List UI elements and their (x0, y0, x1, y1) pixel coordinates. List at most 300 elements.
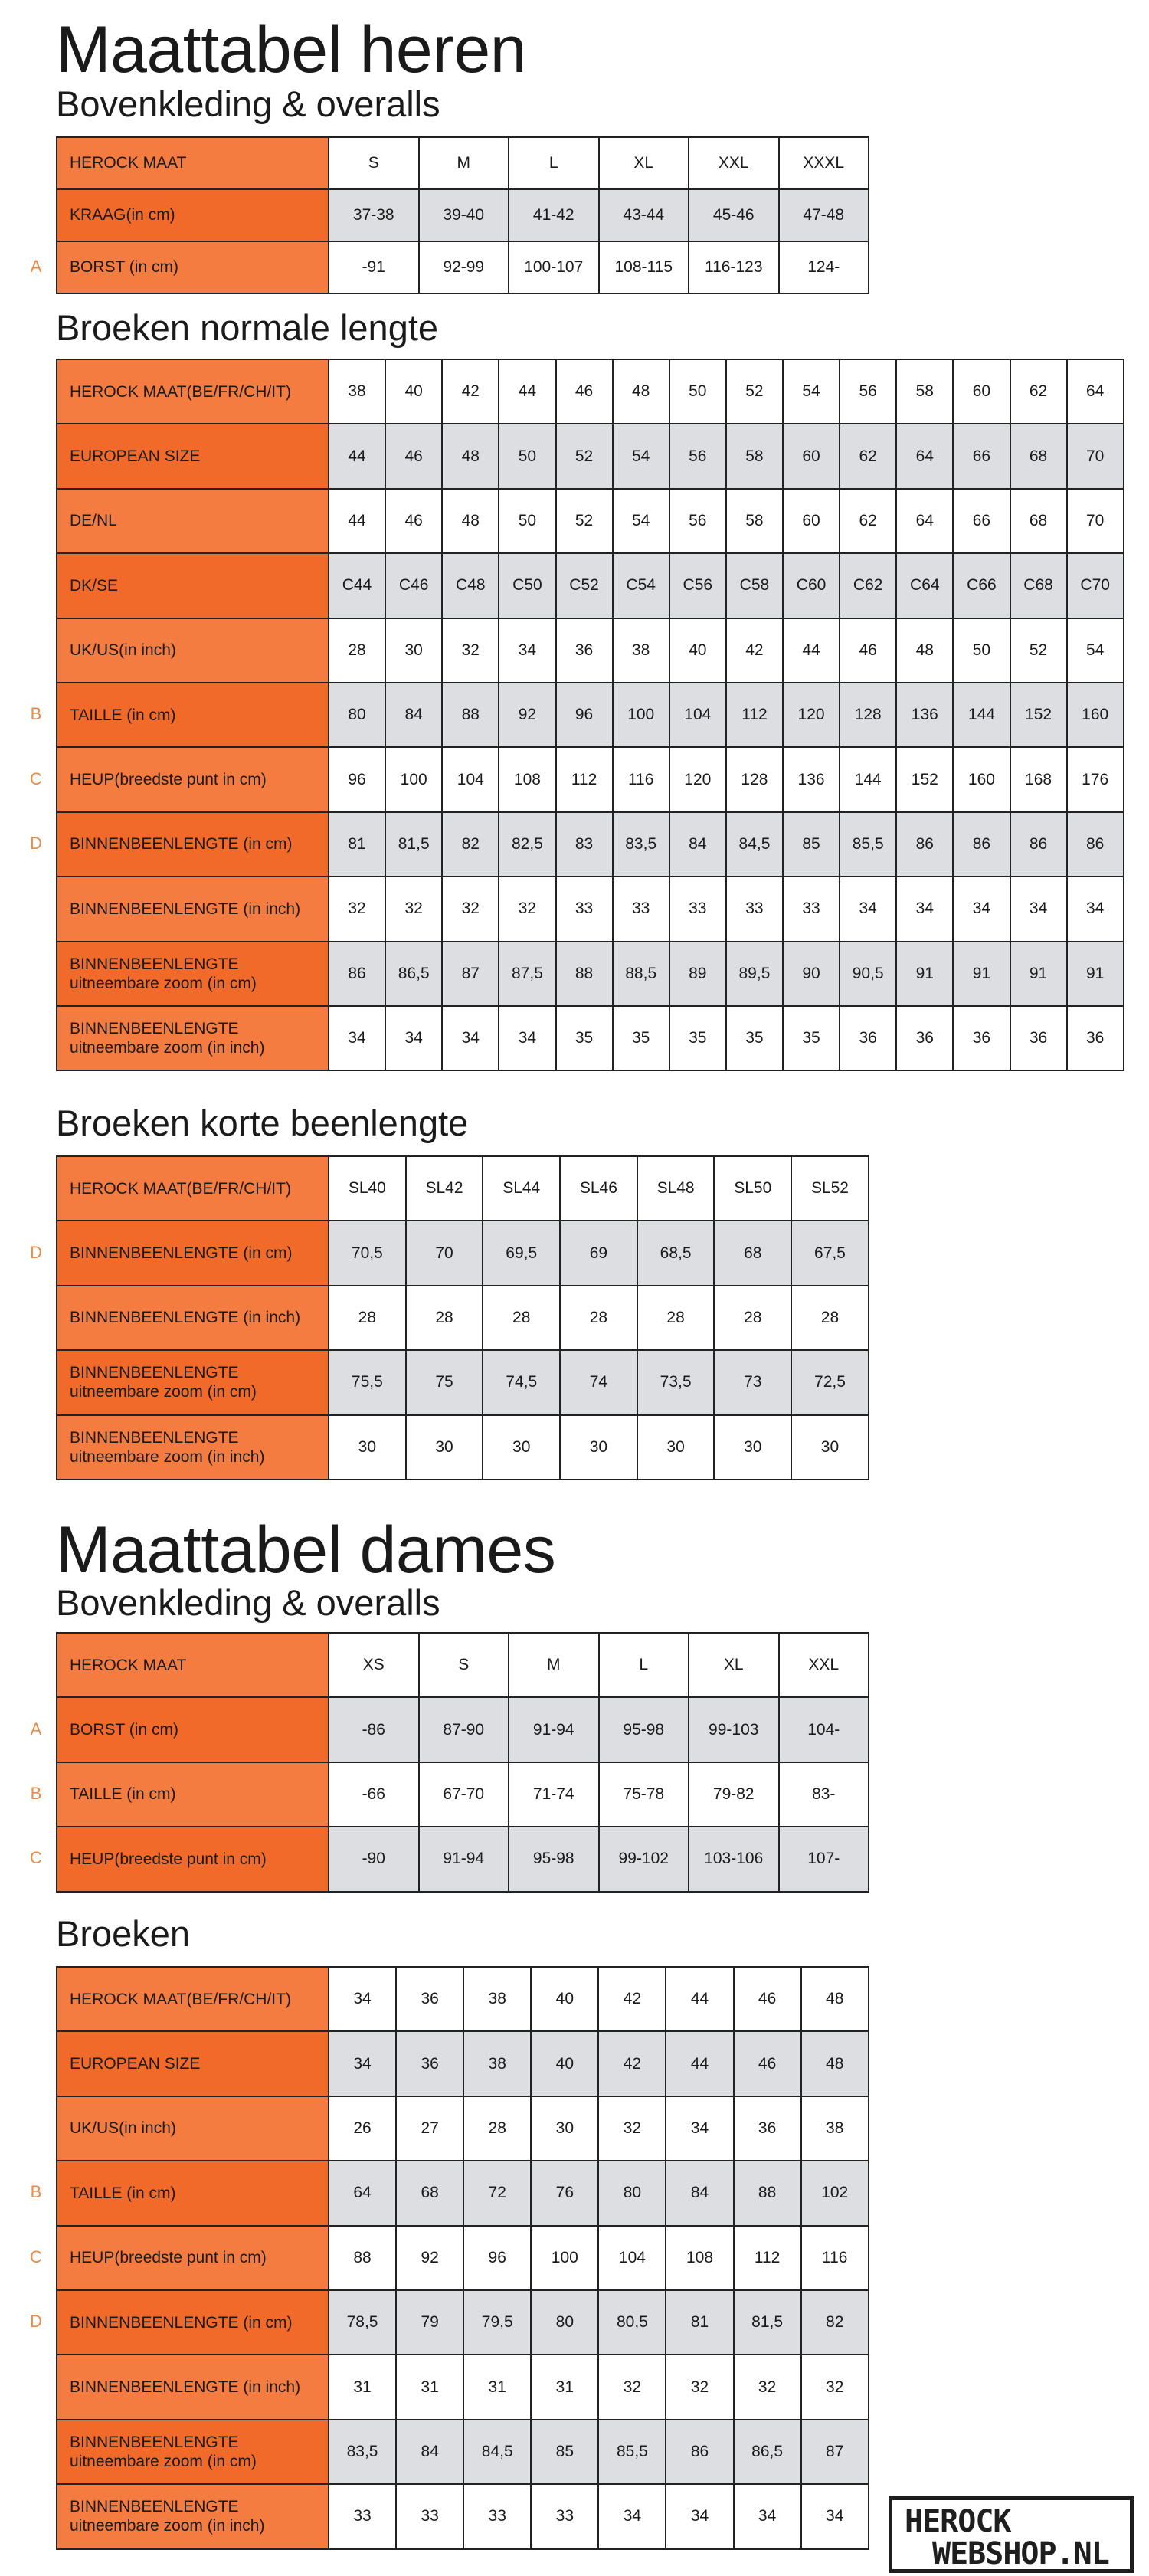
size-cell: 36 (556, 618, 613, 683)
size-cell: 35 (669, 1006, 726, 1070)
row-marker: B (30, 704, 42, 724)
size-cell: 28 (463, 2096, 531, 2161)
size-cell: 30 (791, 1415, 869, 1480)
row-label: BORST (in cm) (57, 241, 329, 293)
size-cell: C50 (499, 553, 555, 618)
size-cell: 54 (783, 359, 840, 424)
size-cell: 83 (556, 812, 613, 877)
section-title-men-trousers: Broeken normale lengte (56, 307, 439, 348)
table-row (57, 683, 1124, 747)
size-cell: 152 (896, 747, 953, 811)
size-cell: 81,5 (385, 812, 442, 877)
row-label: BINNENBEENLENGTE (in cm) (57, 812, 329, 877)
size-cell: 30 (714, 1415, 791, 1480)
size-cell: 83,5 (613, 812, 669, 877)
size-cell: 120 (783, 683, 840, 747)
size-cell: 79-82 (689, 1762, 779, 1827)
row-label: HEROCK MAAT (57, 137, 329, 189)
size-cell: 152 (1010, 683, 1067, 747)
row-label: BINNENBEENLENGTE uitneembare zoom (in inch) (57, 1415, 329, 1480)
section-title-women-trousers: Broeken (56, 1913, 191, 1954)
size-cell: C62 (840, 553, 896, 618)
size-cell: 33 (669, 877, 726, 941)
row-label: BINNENBEENLENGTE (in inch) (57, 1286, 329, 1350)
size-cell: 28 (329, 618, 385, 683)
size-cell: C70 (1067, 553, 1124, 618)
row-label: TAILLE (in cm) (57, 683, 329, 747)
size-cell: 30 (385, 618, 442, 683)
size-cell: 36 (840, 1006, 896, 1070)
size-cell: L (599, 1633, 689, 1697)
size-cell: C68 (1010, 553, 1067, 618)
table-row (57, 942, 1124, 1006)
row-label: BINNENBEENLENGTE uitneembare zoom (in inch) (57, 1006, 329, 1070)
size-cell: 100-107 (509, 241, 599, 293)
size-cell: C46 (385, 553, 442, 618)
size-cell: 58 (726, 489, 783, 553)
table-row (57, 618, 1124, 683)
size-table-men-trousers (56, 359, 1124, 1071)
size-table-women-trousers (56, 1966, 869, 2550)
size-cell: 34 (734, 2484, 801, 2548)
table-row (57, 189, 869, 241)
size-cell: 96 (556, 683, 613, 747)
size-cell: 44 (666, 1967, 733, 2031)
size-cell: 38 (613, 618, 669, 683)
section-title-men-short-trousers: Broeken korte beenlengte (56, 1103, 469, 1143)
size-cell: 85 (783, 812, 840, 877)
size-cell: 136 (896, 683, 953, 747)
size-cell: 34 (953, 877, 1010, 941)
table-row (57, 1697, 869, 1762)
row-marker: C (30, 1848, 42, 1868)
size-cell: 104 (598, 2226, 666, 2290)
size-cell: SL50 (714, 1156, 791, 1221)
size-cell: 62 (840, 489, 896, 553)
size-cell: 112 (556, 747, 613, 811)
size-cell: 100 (531, 2226, 598, 2290)
table-row (57, 877, 1124, 941)
table-row (57, 2355, 869, 2419)
size-cell: SL46 (560, 1156, 637, 1221)
size-cell: 104- (779, 1697, 869, 1762)
table-row (57, 1762, 869, 1827)
size-cell: 116-123 (689, 241, 779, 293)
row-label: EUROPEAN SIZE (57, 424, 329, 488)
size-cell: 96 (463, 2226, 531, 2290)
row-label: EUROPEAN SIZE (57, 2031, 329, 2096)
size-cell: -86 (329, 1697, 419, 1762)
size-cell: 36 (396, 2031, 463, 2096)
table-row (57, 241, 869, 293)
row-label: TAILLE (in cm) (57, 1762, 329, 1827)
size-cell: S (419, 1633, 509, 1697)
size-cell: -90 (329, 1827, 419, 1891)
size-cell: 81,5 (734, 2290, 801, 2355)
size-cell: 75-78 (599, 1762, 689, 1827)
size-cell: 84 (385, 683, 442, 747)
size-cell: 52 (556, 489, 613, 553)
size-cell: 42 (598, 2031, 666, 2096)
size-cell: C44 (329, 553, 385, 618)
size-cell: 100 (385, 747, 442, 811)
size-cell: -91 (329, 241, 419, 293)
size-cell: 87,5 (499, 942, 555, 1006)
size-cell: 116 (613, 747, 669, 811)
size-cell: 66 (953, 424, 1010, 488)
size-cell: 48 (442, 489, 499, 553)
size-cell: 31 (396, 2355, 463, 2419)
size-cell: 85,5 (598, 2420, 666, 2484)
size-cell: 144 (953, 683, 1010, 747)
size-cell: 67,5 (791, 1221, 869, 1285)
size-cell: 69,5 (483, 1221, 560, 1285)
size-cell: 32 (598, 2355, 666, 2419)
size-cell: 46 (385, 424, 442, 488)
table-row (57, 2226, 869, 2290)
page-title-men: Maattabel heren (56, 13, 527, 87)
size-cell: 28 (329, 1286, 406, 1350)
size-cell: SL42 (406, 1156, 483, 1221)
size-cell: 75 (406, 1350, 483, 1414)
size-cell: 28 (637, 1286, 715, 1350)
size-cell: 102 (801, 2161, 869, 2225)
size-cell: 33 (463, 2484, 531, 2548)
size-cell: 48 (801, 2031, 869, 2096)
size-cell: 74,5 (483, 1350, 560, 1414)
size-cell: 82,5 (499, 812, 555, 877)
size-cell: 80 (329, 683, 385, 747)
size-cell: C48 (442, 553, 499, 618)
size-cell: 36 (734, 2096, 801, 2161)
size-cell: 108 (666, 2226, 733, 2290)
size-cell: 100 (613, 683, 669, 747)
row-label: HEROCK MAAT (57, 1633, 329, 1697)
size-cell: 32 (329, 877, 385, 941)
row-label: HEUP(breedste punt in cm) (57, 747, 329, 811)
size-cell: 45-46 (689, 189, 779, 241)
size-cell: 34 (896, 877, 953, 941)
size-cell: 160 (953, 747, 1010, 811)
table-row (57, 1221, 869, 1285)
size-cell: 72 (463, 2161, 531, 2225)
table-row (57, 1415, 869, 1480)
row-label: BINNENBEENLENGTE (in inch) (57, 2355, 329, 2419)
size-cell: 34 (666, 2096, 733, 2161)
table-row (57, 1967, 869, 2031)
size-cell: 95-98 (599, 1697, 689, 1762)
size-cell: 128 (840, 683, 896, 747)
size-cell: C58 (726, 553, 783, 618)
size-cell: 76 (531, 2161, 598, 2225)
size-cell: 33 (396, 2484, 463, 2548)
size-cell: 83,5 (329, 2420, 396, 2484)
size-cell: 28 (483, 1286, 560, 1350)
size-cell: 48 (613, 359, 669, 424)
table-row (57, 2290, 869, 2355)
table-row (57, 2420, 869, 2484)
size-cell: 28 (560, 1286, 637, 1350)
table-row (57, 2161, 869, 2225)
section-title-women-tops: Bovenkleding & overalls (56, 1582, 440, 1623)
size-cell: 30 (637, 1415, 715, 1480)
size-cell: 84 (396, 2420, 463, 2484)
size-cell: 120 (669, 747, 726, 811)
size-cell: 67-70 (419, 1762, 509, 1827)
table-row (57, 489, 1124, 553)
size-cell: 36 (396, 1967, 463, 2031)
size-cell: 43-44 (599, 189, 689, 241)
size-cell: 64 (896, 424, 953, 488)
size-table-men-tops (56, 136, 869, 294)
size-cell: 40 (669, 618, 726, 683)
size-cell: -66 (329, 1762, 419, 1827)
size-cell: XXL (689, 137, 779, 189)
size-cell: 62 (1010, 359, 1067, 424)
size-cell: 60 (783, 489, 840, 553)
size-cell: 107- (779, 1827, 869, 1891)
size-cell: 34 (598, 2484, 666, 2548)
size-cell: 136 (783, 747, 840, 811)
row-label: DE/NL (57, 489, 329, 553)
row-label: BINNENBEENLENGTE uitneembare zoom (in cm) (57, 942, 329, 1006)
size-cell: 50 (499, 424, 555, 488)
size-cell: 90 (783, 942, 840, 1006)
size-cell: XL (599, 137, 689, 189)
size-cell: 78,5 (329, 2290, 396, 2355)
row-label: HEUP(breedste punt in cm) (57, 2226, 329, 2290)
size-cell: 34 (385, 1006, 442, 1070)
size-cell: 64 (1067, 359, 1124, 424)
size-cell: XXL (779, 1633, 869, 1697)
size-cell: C66 (953, 553, 1010, 618)
size-cell: 36 (1010, 1006, 1067, 1070)
row-label: TAILLE (in cm) (57, 2161, 329, 2225)
size-cell: 87 (801, 2420, 869, 2484)
size-cell: 34 (329, 2031, 396, 2096)
size-cell: 80 (531, 2290, 598, 2355)
size-cell: 82 (442, 812, 499, 877)
size-cell: 86 (953, 812, 1010, 877)
size-cell: 31 (329, 2355, 396, 2419)
row-label: BINNENBEENLENGTE uitneembare zoom (in cm) (57, 2420, 329, 2484)
size-cell: 70,5 (329, 1221, 406, 1285)
size-cell: 84 (669, 812, 726, 877)
size-cell: 36 (1067, 1006, 1124, 1070)
size-cell: 68 (1010, 489, 1067, 553)
table-row (57, 812, 1124, 877)
size-cell: 44 (666, 2031, 733, 2096)
size-cell: 84 (666, 2161, 733, 2225)
size-cell: 56 (669, 424, 726, 488)
size-cell: 92-99 (419, 241, 509, 293)
size-cell: 34 (499, 618, 555, 683)
size-cell: 34 (666, 2484, 733, 2548)
row-label: UK/US(in inch) (57, 618, 329, 683)
size-cell: 38 (463, 1967, 531, 2031)
size-cell: 30 (531, 2096, 598, 2161)
logo-line2: WEBSHOP.NL (932, 2536, 1109, 2571)
size-cell: 56 (669, 489, 726, 553)
size-cell: 89 (669, 942, 726, 1006)
section-title-men-tops: Bovenkleding & overalls (56, 84, 440, 124)
size-cell: 74 (560, 1350, 637, 1414)
row-label: UK/US(in inch) (57, 2096, 329, 2161)
size-cell: 62 (840, 424, 896, 488)
size-cell: 46 (556, 359, 613, 424)
size-cell: 70 (1067, 424, 1124, 488)
size-cell: 86 (1010, 812, 1067, 877)
row-marker: A (30, 1719, 42, 1739)
size-cell: SL44 (483, 1156, 560, 1221)
size-cell: 66 (953, 489, 1010, 553)
size-cell: 88 (556, 942, 613, 1006)
size-cell: 79,5 (463, 2290, 531, 2355)
size-cell: 34 (442, 1006, 499, 1070)
size-cell: 32 (385, 877, 442, 941)
row-label: HEROCK MAAT(BE/FR/CH/IT) (57, 1967, 329, 2031)
size-cell: 48 (896, 618, 953, 683)
size-cell: 33 (531, 2484, 598, 2548)
size-cell: 54 (1067, 618, 1124, 683)
size-cell: 42 (726, 618, 783, 683)
size-cell: 99-103 (689, 1697, 779, 1762)
row-label: HEUP(breedste punt in cm) (57, 1827, 329, 1891)
size-cell: 86,5 (734, 2420, 801, 2484)
size-cell: 88 (734, 2161, 801, 2225)
size-cell: SL48 (637, 1156, 715, 1221)
table-row (57, 359, 1124, 424)
size-cell: 56 (840, 359, 896, 424)
table-row (57, 1286, 869, 1350)
size-cell: 108 (499, 747, 555, 811)
table-row (57, 2096, 869, 2161)
size-cell: 91 (1067, 942, 1124, 1006)
row-marker: D (30, 2312, 42, 2332)
row-label: KRAAG(in cm) (57, 189, 329, 241)
size-cell: 92 (499, 683, 555, 747)
size-cell: 50 (953, 618, 1010, 683)
size-cell: 89,5 (726, 942, 783, 1006)
size-cell: 64 (896, 489, 953, 553)
row-marker: B (30, 1784, 42, 1803)
size-cell: 88 (442, 683, 499, 747)
size-cell: XS (329, 1633, 419, 1697)
size-cell: 30 (560, 1415, 637, 1480)
size-cell: 38 (801, 2096, 869, 2161)
row-label: BINNENBEENLENGTE (in cm) (57, 1221, 329, 1285)
size-cell: 108-115 (599, 241, 689, 293)
size-cell: 75,5 (329, 1350, 406, 1414)
size-cell: 91-94 (509, 1697, 599, 1762)
size-cell: 50 (499, 489, 555, 553)
size-cell: 68,5 (637, 1221, 715, 1285)
size-cell: 30 (406, 1415, 483, 1480)
size-cell: 33 (556, 877, 613, 941)
size-cell: 88 (329, 2226, 396, 2290)
size-cell: 168 (1010, 747, 1067, 811)
table-row (57, 2031, 869, 2096)
size-cell: 58 (726, 424, 783, 488)
size-cell: 32 (442, 877, 499, 941)
size-cell: 103-106 (689, 1827, 779, 1891)
size-cell: 71-74 (509, 1762, 599, 1827)
size-cell: 84,5 (463, 2420, 531, 2484)
size-cell: 32 (499, 877, 555, 941)
size-cell: 46 (385, 489, 442, 553)
size-cell: 44 (499, 359, 555, 424)
size-cell: 68 (714, 1221, 791, 1285)
row-label: HEROCK MAAT(BE/FR/CH/IT) (57, 359, 329, 424)
size-cell: 46 (734, 1967, 801, 2031)
size-cell: 44 (329, 424, 385, 488)
size-cell: 92 (396, 2226, 463, 2290)
page-title-women: Maattabel dames (56, 1513, 556, 1587)
table-row (57, 137, 869, 189)
size-cell: 27 (396, 2096, 463, 2161)
size-cell: C60 (783, 553, 840, 618)
size-cell: 28 (791, 1286, 869, 1350)
size-cell: C52 (556, 553, 613, 618)
size-cell: 84,5 (726, 812, 783, 877)
size-cell: 32 (666, 2355, 733, 2419)
size-cell: 124- (779, 241, 869, 293)
size-cell: S (329, 137, 419, 189)
size-cell: 90,5 (840, 942, 896, 1006)
logo-line1: HEROCK (905, 2504, 1011, 2539)
size-cell: 70 (1067, 489, 1124, 553)
size-cell: 80,5 (598, 2290, 666, 2355)
size-cell: 37-38 (329, 189, 419, 241)
size-cell: 33 (726, 877, 783, 941)
row-label: BINNENBEENLENGTE uitneembare zoom (in cm) (57, 1350, 329, 1414)
size-cell: 48 (442, 424, 499, 488)
row-label: BINNENBEENLENGTE (in inch) (57, 877, 329, 941)
size-cell: 83- (779, 1762, 869, 1827)
size-cell: 60 (953, 359, 1010, 424)
size-cell: SL52 (791, 1156, 869, 1221)
size-cell: M (419, 137, 509, 189)
size-cell: 91-94 (419, 1827, 509, 1891)
size-cell: 32 (801, 2355, 869, 2419)
size-cell: 116 (801, 2226, 869, 2290)
table-row (57, 2484, 869, 2548)
size-cell: 144 (840, 747, 896, 811)
table-row (57, 747, 1124, 811)
size-cell: 34 (1067, 877, 1124, 941)
size-cell: 28 (406, 1286, 483, 1350)
table-row (57, 553, 1124, 618)
size-cell: 73 (714, 1350, 791, 1414)
size-cell: 176 (1067, 747, 1124, 811)
size-cell: 99-102 (599, 1827, 689, 1891)
size-cell: 34 (801, 2484, 869, 2548)
size-cell: 104 (669, 683, 726, 747)
size-cell: 69 (560, 1221, 637, 1285)
size-cell: 72,5 (791, 1350, 869, 1414)
size-cell: 86,5 (385, 942, 442, 1006)
size-cell: 86 (896, 812, 953, 877)
size-cell: 32 (598, 2096, 666, 2161)
row-label: BINNENBEENLENGTE (in cm) (57, 2290, 329, 2355)
size-cell: 35 (726, 1006, 783, 1070)
table-row (57, 1827, 869, 1891)
size-cell: 40 (531, 1967, 598, 2031)
size-cell: 33 (783, 877, 840, 941)
row-label: BORST (in cm) (57, 1697, 329, 1762)
size-cell: 112 (726, 683, 783, 747)
size-table-women-tops (56, 1632, 869, 1893)
